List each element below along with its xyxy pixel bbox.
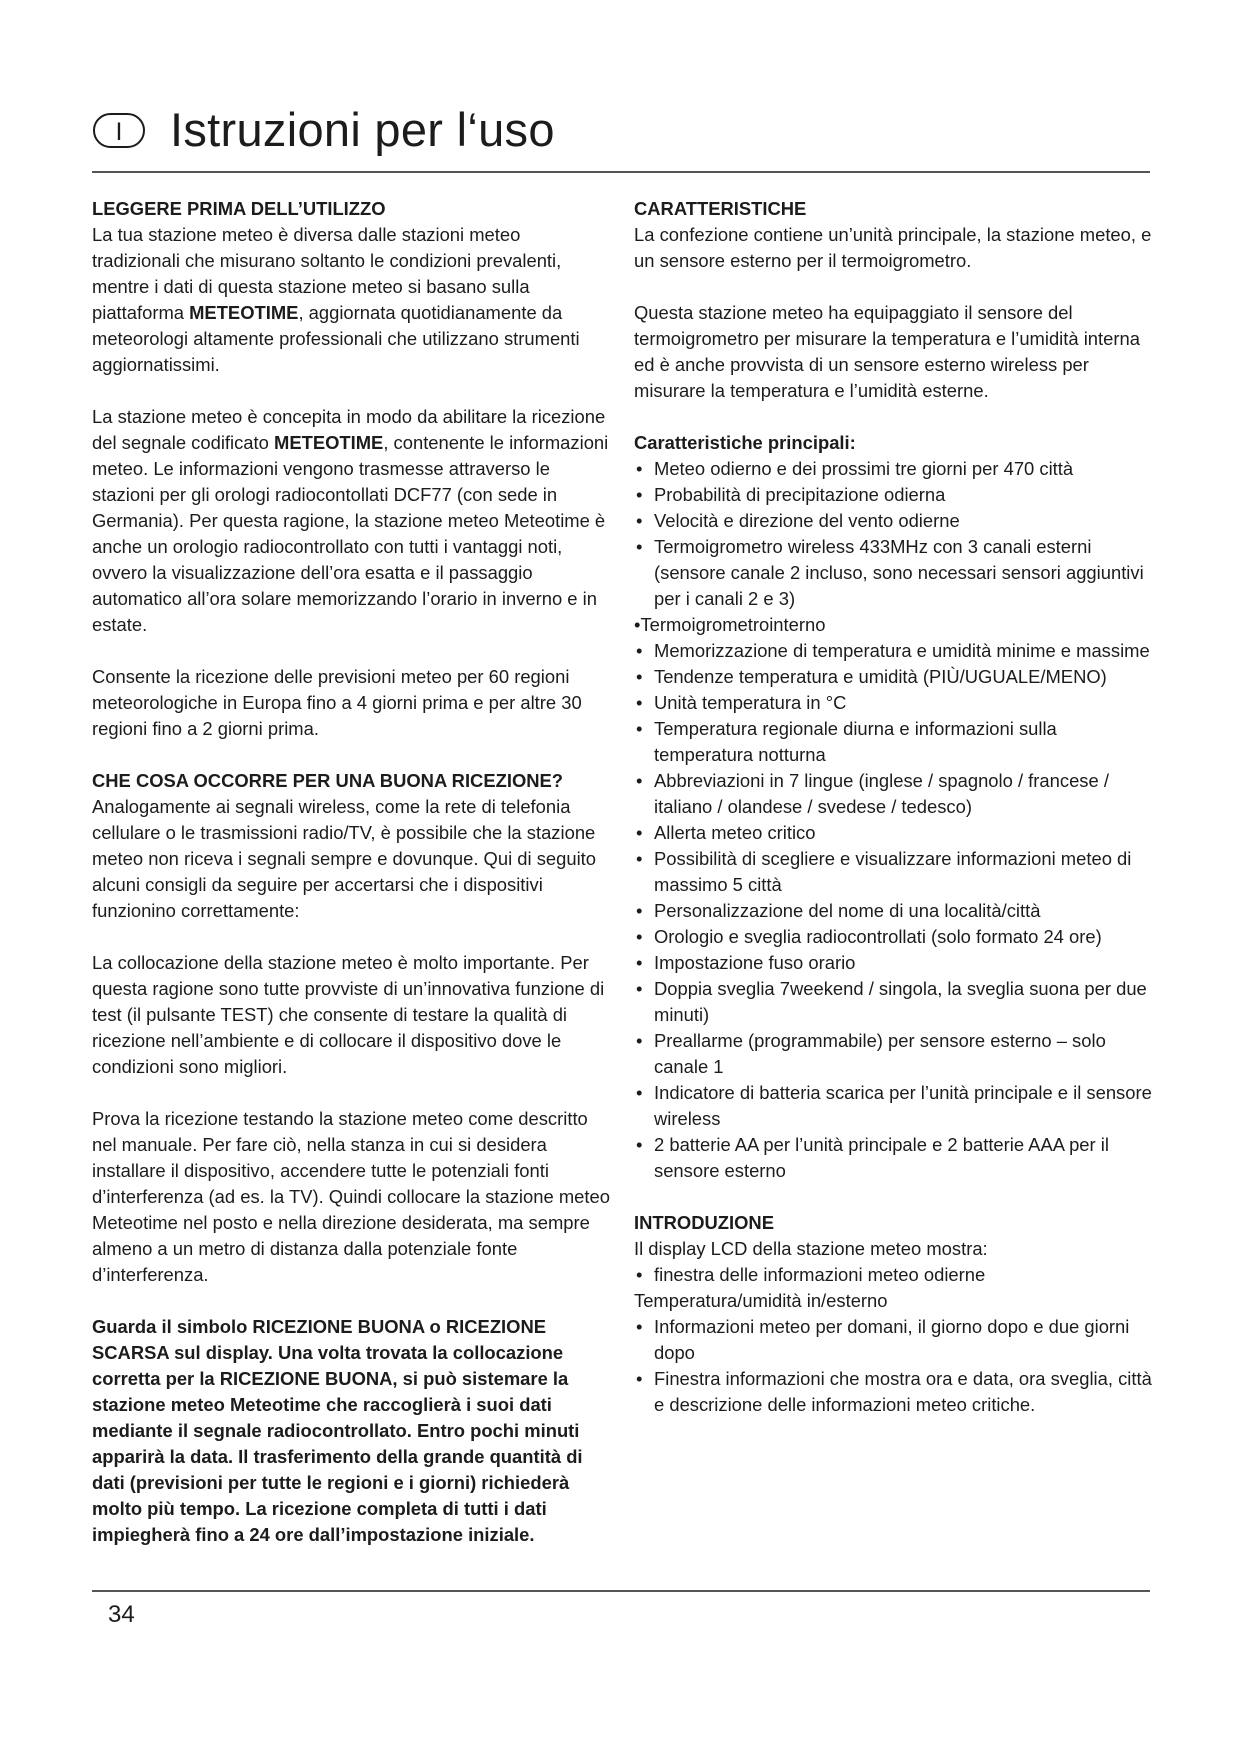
list-item: • Orologio e sveglia radiocontrollati (solo formato 24 ore) <box>634 924 1154 950</box>
list-item: • Informazioni meteo per domani, il giorno dopo e due giorni dopo <box>634 1314 1154 1366</box>
text: La stazione meteo è concepita in modo da abilitare la ricezione del segnale codificato <box>92 406 606 453</box>
intro-list <box>634 1262 1154 1418</box>
list-item: • Possibilità di scegliere e visualizzare informazioni meteo di massimo 5 città <box>634 846 1154 898</box>
list-item: • Personalizzazione del nome di una località/città <box>634 898 1154 924</box>
list-item: • finestra delle informazioni meteo odierne <box>634 1262 1154 1288</box>
page-number: 34 <box>108 1601 135 1628</box>
paragraph <box>92 404 612 638</box>
paragraph: La collocazione della stazione meteo è molto importante. Per questa ragione sono tutte provviste di un’innovativa funzione di test (il pulsante TEST) che consente di testare la qualità di ricezione nell’ambiente e di collocare il dispositivo dove le condizioni sono migliori. <box>92 952 605 1077</box>
page-title: Istruzioni per l‘uso <box>170 103 555 156</box>
text: , aggiornata quotidianamente da meteorologi altamente professionali che utilizzano strumenti aggiornatissimi. <box>92 302 580 375</box>
list-item: • Memorizzazione di temperatura e umidità minime e massime <box>634 638 1154 664</box>
paragraph <box>92 222 612 378</box>
list-item: • Indicatore di batteria scarica per l’unità principale e il sensore wireless <box>634 1080 1154 1132</box>
text: La tua stazione meteo è diversa dalle stazioni meteo tradizionali che misurano soltanto le condizioni prevalenti, mentre i dati di questa stazione meteo si basano sulla piattaforma <box>92 224 562 323</box>
section-heading-introduction: INTRODUZIONE <box>634 1212 774 1233</box>
list-item: • Finestra informazioni che mostra ora e data, ora sveglia, città e descrizione delle informazioni meteo critiche. <box>634 1366 1154 1418</box>
brand-name: METEOTIME <box>274 432 384 453</box>
list-item: • Temperatura regionale diurna e informazioni sulla temperatura notturna <box>634 716 1154 768</box>
list-item: •Termoigrometrointerno <box>634 614 826 635</box>
list-item: • Velocità e direzione del vento odierne <box>634 508 1154 534</box>
paragraph: Prova la ricezione testando la stazione meteo come descritto nel manuale. Per fare ciò, nella stanza in cui si desidera installare il dispositivo, accendere tutte le potenziali fonti d’interferenza (ad es. la TV). Quindi collocare la stazione meteo Meteotime nel posto e nella direzione desiderata, ma sempre almeno a un metro di distanza dalla potenziale fonte d’interferenza. <box>92 1108 610 1285</box>
list-item: • Allerta meteo critico <box>634 820 1154 846</box>
list-item: • Abbreviazioni in 7 lingue (inglese / spagnolo / francese / italiano / olandese / svedese / tedesco) <box>634 768 1154 820</box>
list-item: • Tendenze temperatura e umidità (PIÙ/UGUALE/MENO) <box>634 664 1154 690</box>
feature-list <box>634 456 1154 1184</box>
paragraph: Questa stazione meteo ha equipaggiato il sensore del termoigrometro per misurare la temperatura e l’umidità interna ed è anche provvista di un sensore esterno wireless per misurare la temperatura e l’umidità esterne. <box>634 302 1140 401</box>
page-header <box>90 100 1150 170</box>
brand-name: METEOTIME <box>189 302 299 323</box>
paragraph: Analogamente ai segnali wireless, come la rete di telefonia cellulare o le trasmissioni radio/TV, è possibile che la stazione meteo non riceva i segnali sempre e dovunque. Qui di seguito alcuni consigli da seguire per accertarsi che i dispositivi funzionino correttamente: <box>92 796 597 921</box>
left-column <box>92 196 612 1548</box>
paragraph: Il display LCD della stazione meteo mostra: <box>634 1238 988 1259</box>
header-divider <box>92 171 1150 173</box>
list-item: • Preallarme (programmabile) per sensore esterno – solo canale 1 <box>634 1028 1154 1080</box>
paragraph: Consente la ricezione delle previsioni meteo per 60 regioni meteorologiche in Europa fino a 4 giorni prima e per altre 30 regioni fino a 2 giorni prima. <box>92 666 582 739</box>
list-item: • 2 batterie AA per l’unità principale e 2 batterie AAA per il sensore esterno <box>634 1132 1154 1184</box>
section-heading-features: CARATTERISTICHE <box>634 198 807 219</box>
right-column <box>634 196 1154 1444</box>
paragraph: La confezione contiene un’unità principale, la stazione meteo, e un sensore esterno per il termoigrometro. <box>634 224 1152 271</box>
list-item: Temperatura/umidità in/esterno <box>634 1290 888 1311</box>
section-heading-read-first: LEGGERE PRIMA DELL’UTILIZZO <box>92 198 386 219</box>
list-item: • Termoigrometro wireless 433MHz con 3 canali esterni (sensore canale 2 incluso, sono necessari sensori aggiuntivi per i canali 2 e 3) <box>634 534 1154 612</box>
list-item: • Meteo odierno e dei prossimi tre giorni per 470 città <box>634 456 1154 482</box>
list-item: • Probabilità di precipitazione odierna <box>634 482 1154 508</box>
list-item: • Doppia sveglia 7weekend / singola, la sveglia suona per due minuti) <box>634 976 1154 1028</box>
paragraph-emphasis: Guarda il simbolo RICEZIONE BUONA o RICEZIONE SCARSA sul display. Una volta trovata la collocazione corretta per la RICEZIONE BUONA, si può sistemare la stazione meteo Meteotime che raccoglierà i suoi dati mediante il segnale radiocontrollato. Entro pochi minuti apparirà la data. Il trasferimento della grande quantità di dati (previsioni per tutte le regioni e i giorni) richiederà molto più tempo. La ricezione completa di tutti i dati impiegherà fino a 24 ore dall’impostazione iniziale. <box>92 1316 583 1545</box>
text: , contenente le informazioni meteo. Le informazioni vengono trasmesse attraverso le stazioni per gli orologi radiocontollati DCF77 (con sede in Germania). Per questa ragione, la stazione meteo Meteotime è anche un orologio radiocontrollato con tutti i vantaggi noti, ovvero la visualizzazione dell’ora esatta e il passaggio automatico all’ora solare memorizzando l’orario in inverno e in estate. <box>92 432 609 635</box>
list-item: • Unità temperatura in °C <box>634 690 1154 716</box>
subheading-main-features: Caratteristiche principali: <box>634 432 856 453</box>
language-badge: I <box>93 113 145 148</box>
footer-divider <box>92 1590 1150 1592</box>
list-item: • Impostazione fuso orario <box>634 950 1154 976</box>
section-heading-reception: CHE COSA OCCORRE PER UNA BUONA RICEZIONE? <box>92 770 564 791</box>
